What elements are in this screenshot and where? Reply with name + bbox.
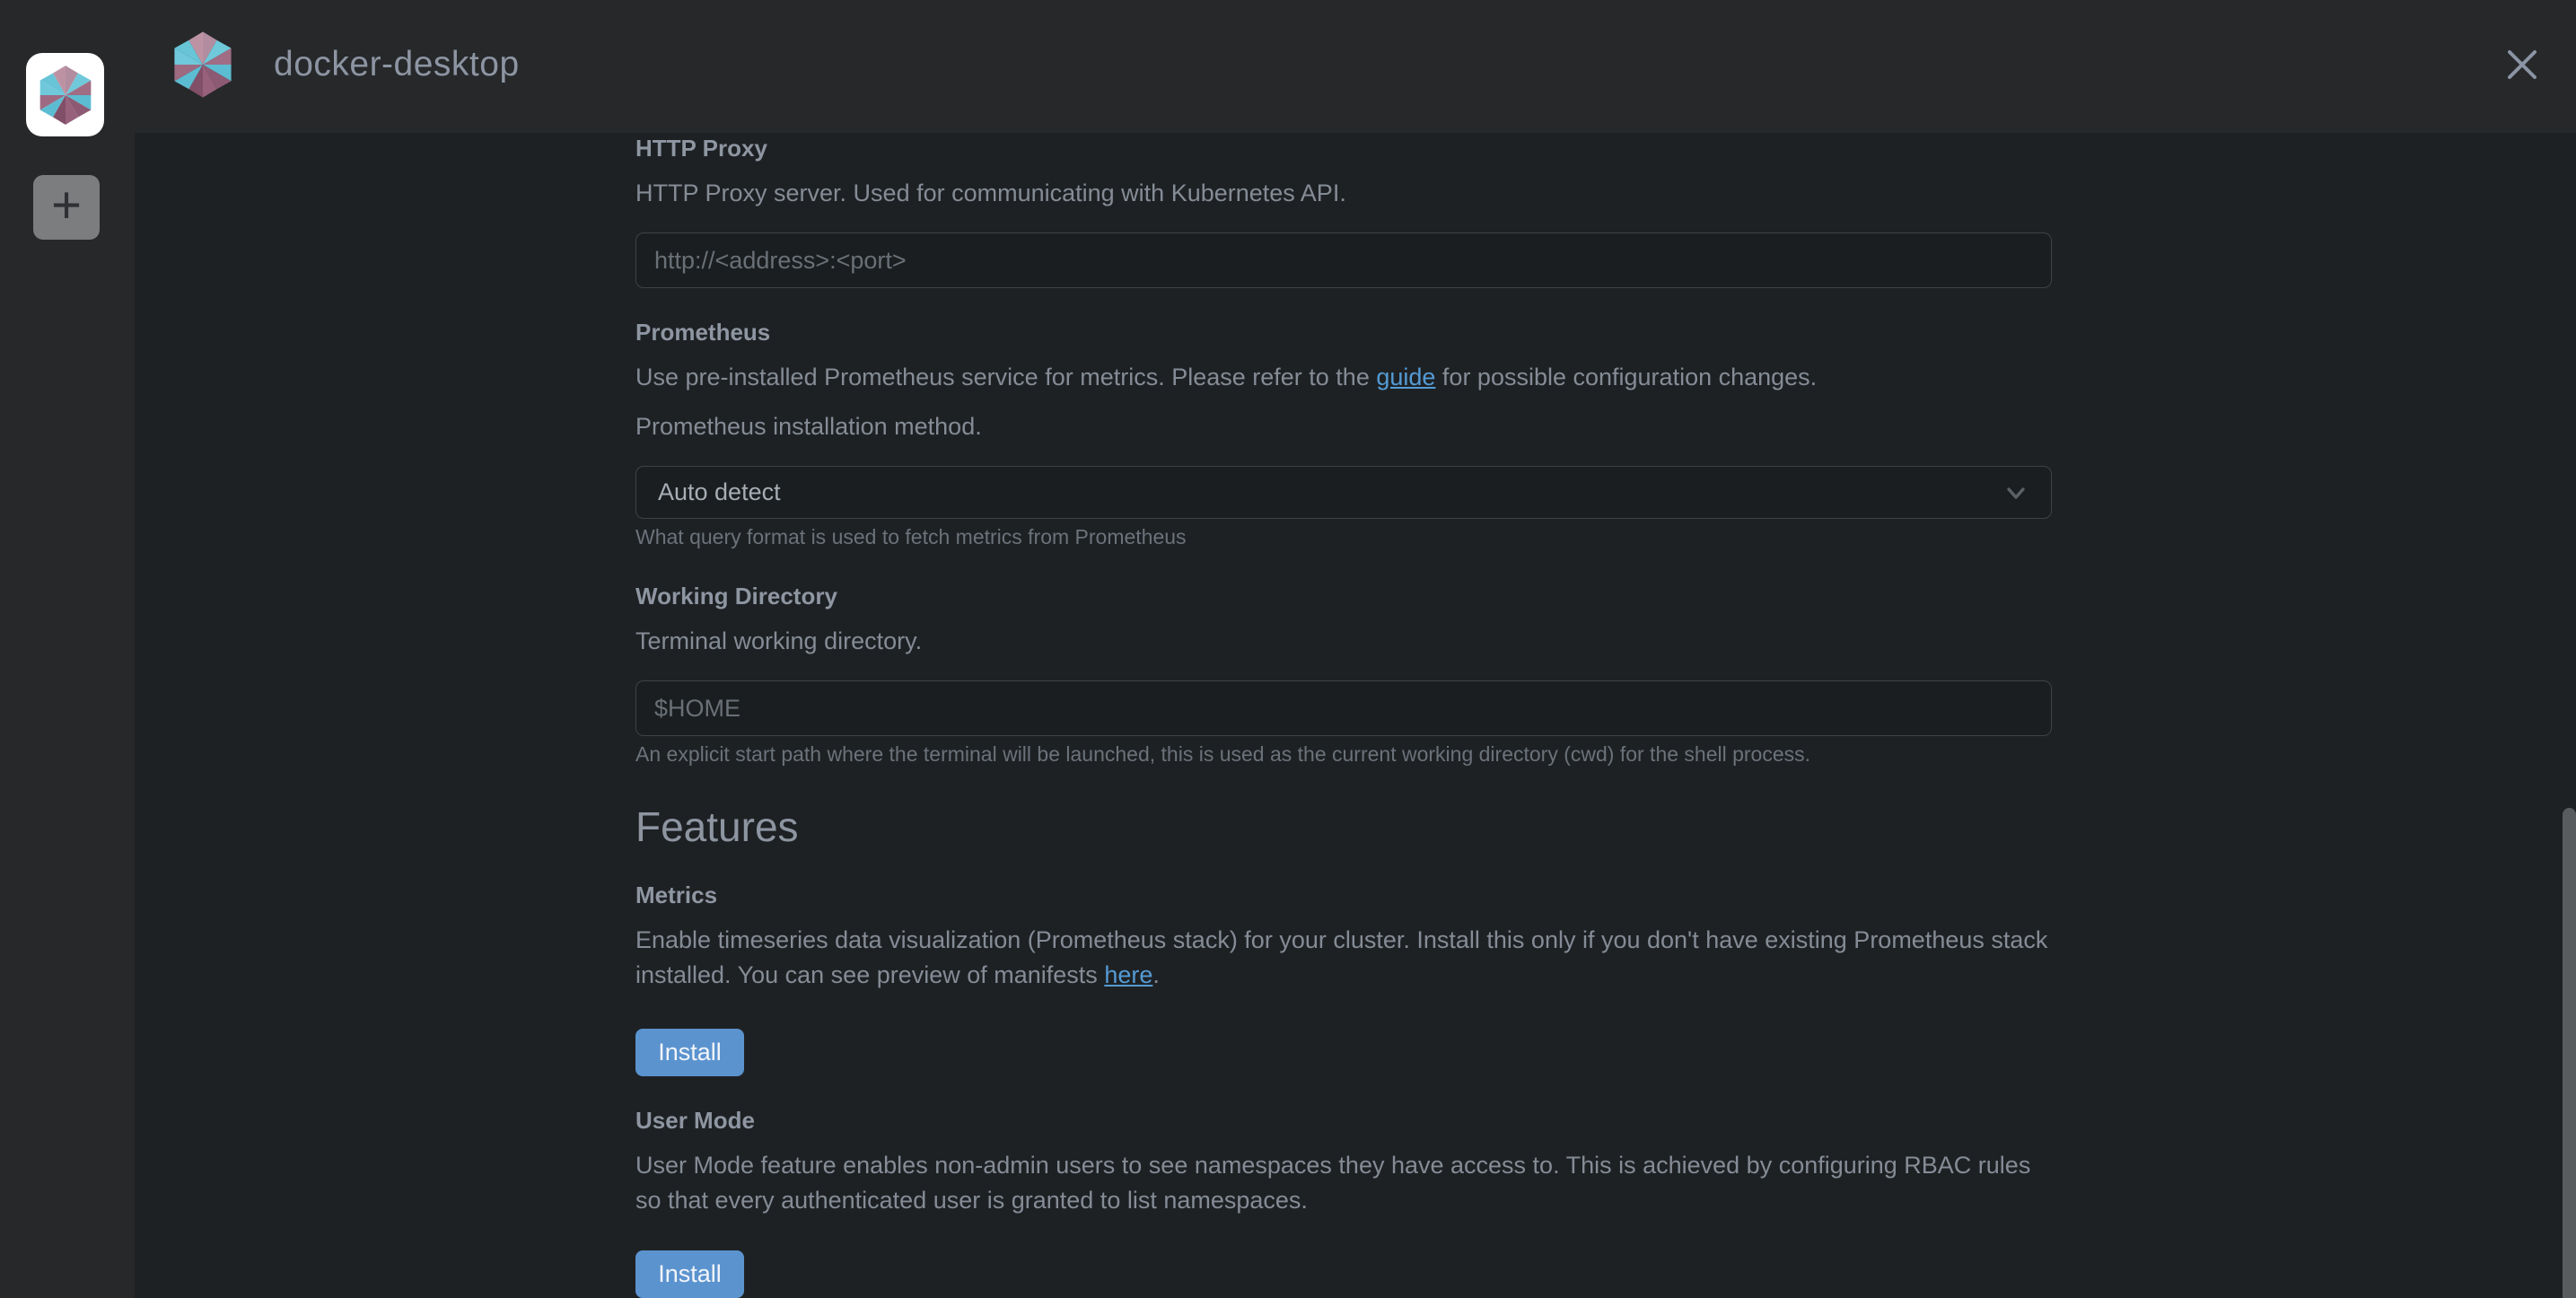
plus-icon: + — [51, 176, 82, 234]
prometheus-method-selected-value: Auto detect — [658, 478, 781, 505]
working-directory-description: Terminal working directory. — [635, 627, 923, 654]
working-directory-input[interactable] — [635, 680, 2052, 736]
user-mode-description: User Mode feature enables non-admin users to see namespaces they have access to. This is achieved by configuring RBAC rules so that every authenticated user is granted to list namespaces. — [635, 1152, 2031, 1214]
metrics-install-button[interactable]: Install — [635, 1029, 744, 1076]
metrics-description-text-after: . — [1152, 961, 1160, 988]
vertical-scrollbar-thumb[interactable] — [2563, 808, 2576, 1298]
add-cluster-button[interactable] — [33, 175, 100, 240]
metrics-description — [635, 923, 2052, 993]
prometheus-description-text: Use pre-installed Prometheus service for metrics. Please refer to the — [635, 364, 1377, 390]
metrics-description-text: Enable timeseries data visualization (Prometheus stack) for your cluster. Install this only if you don't have existing Prometheus stack installed. You can see preview of manifests — [635, 926, 2048, 988]
close-icon — [2504, 47, 2540, 83]
http-proxy-heading: HTTP Proxy — [635, 135, 767, 162]
cluster-logo-icon — [168, 30, 238, 100]
window-title: docker-desktop — [274, 45, 520, 83]
title-bar — [0, 0, 2576, 133]
cluster-logo-icon — [34, 61, 97, 129]
chevron-down-icon — [2002, 479, 2029, 506]
titlebar-cluster-info — [168, 30, 520, 100]
prometheus-description-text-after: for possible configuration changes. — [1435, 364, 1818, 390]
working-directory-heading: Working Directory — [635, 583, 837, 610]
settings-column — [635, 133, 2052, 1298]
prometheus-helper-text: What query format is used to fetch metrics from Prometheus — [635, 525, 1187, 548]
prometheus-method-label: Prometheus installation method. — [635, 413, 982, 440]
metrics-manifests-link[interactable]: here — [1104, 961, 1153, 988]
prometheus-description — [635, 360, 2052, 395]
http-proxy-input[interactable] — [635, 232, 2052, 288]
metrics-heading: Metrics — [635, 881, 718, 908]
http-proxy-description: HTTP Proxy server. Used for communicating with Kubernetes API. — [635, 180, 1346, 206]
prometheus-method-select[interactable] — [635, 466, 2052, 519]
prometheus-guide-link[interactable]: guide — [1376, 364, 1436, 390]
features-heading: Features — [635, 803, 799, 850]
clusters-sidebar — [0, 0, 135, 1298]
settings-scroll-area — [135, 133, 2576, 1298]
user-mode-heading: User Mode — [635, 1107, 755, 1134]
sidebar-item-active-cluster[interactable] — [26, 53, 104, 136]
user-mode-install-button[interactable]: Install — [635, 1250, 744, 1298]
close-settings-button[interactable] — [2502, 45, 2542, 84]
working-directory-helper-text: An explicit start path where the terminal will be launched, this is used as the current working directory (cwd) for the shell process. — [635, 742, 1811, 766]
prometheus-heading: Prometheus — [635, 319, 771, 346]
